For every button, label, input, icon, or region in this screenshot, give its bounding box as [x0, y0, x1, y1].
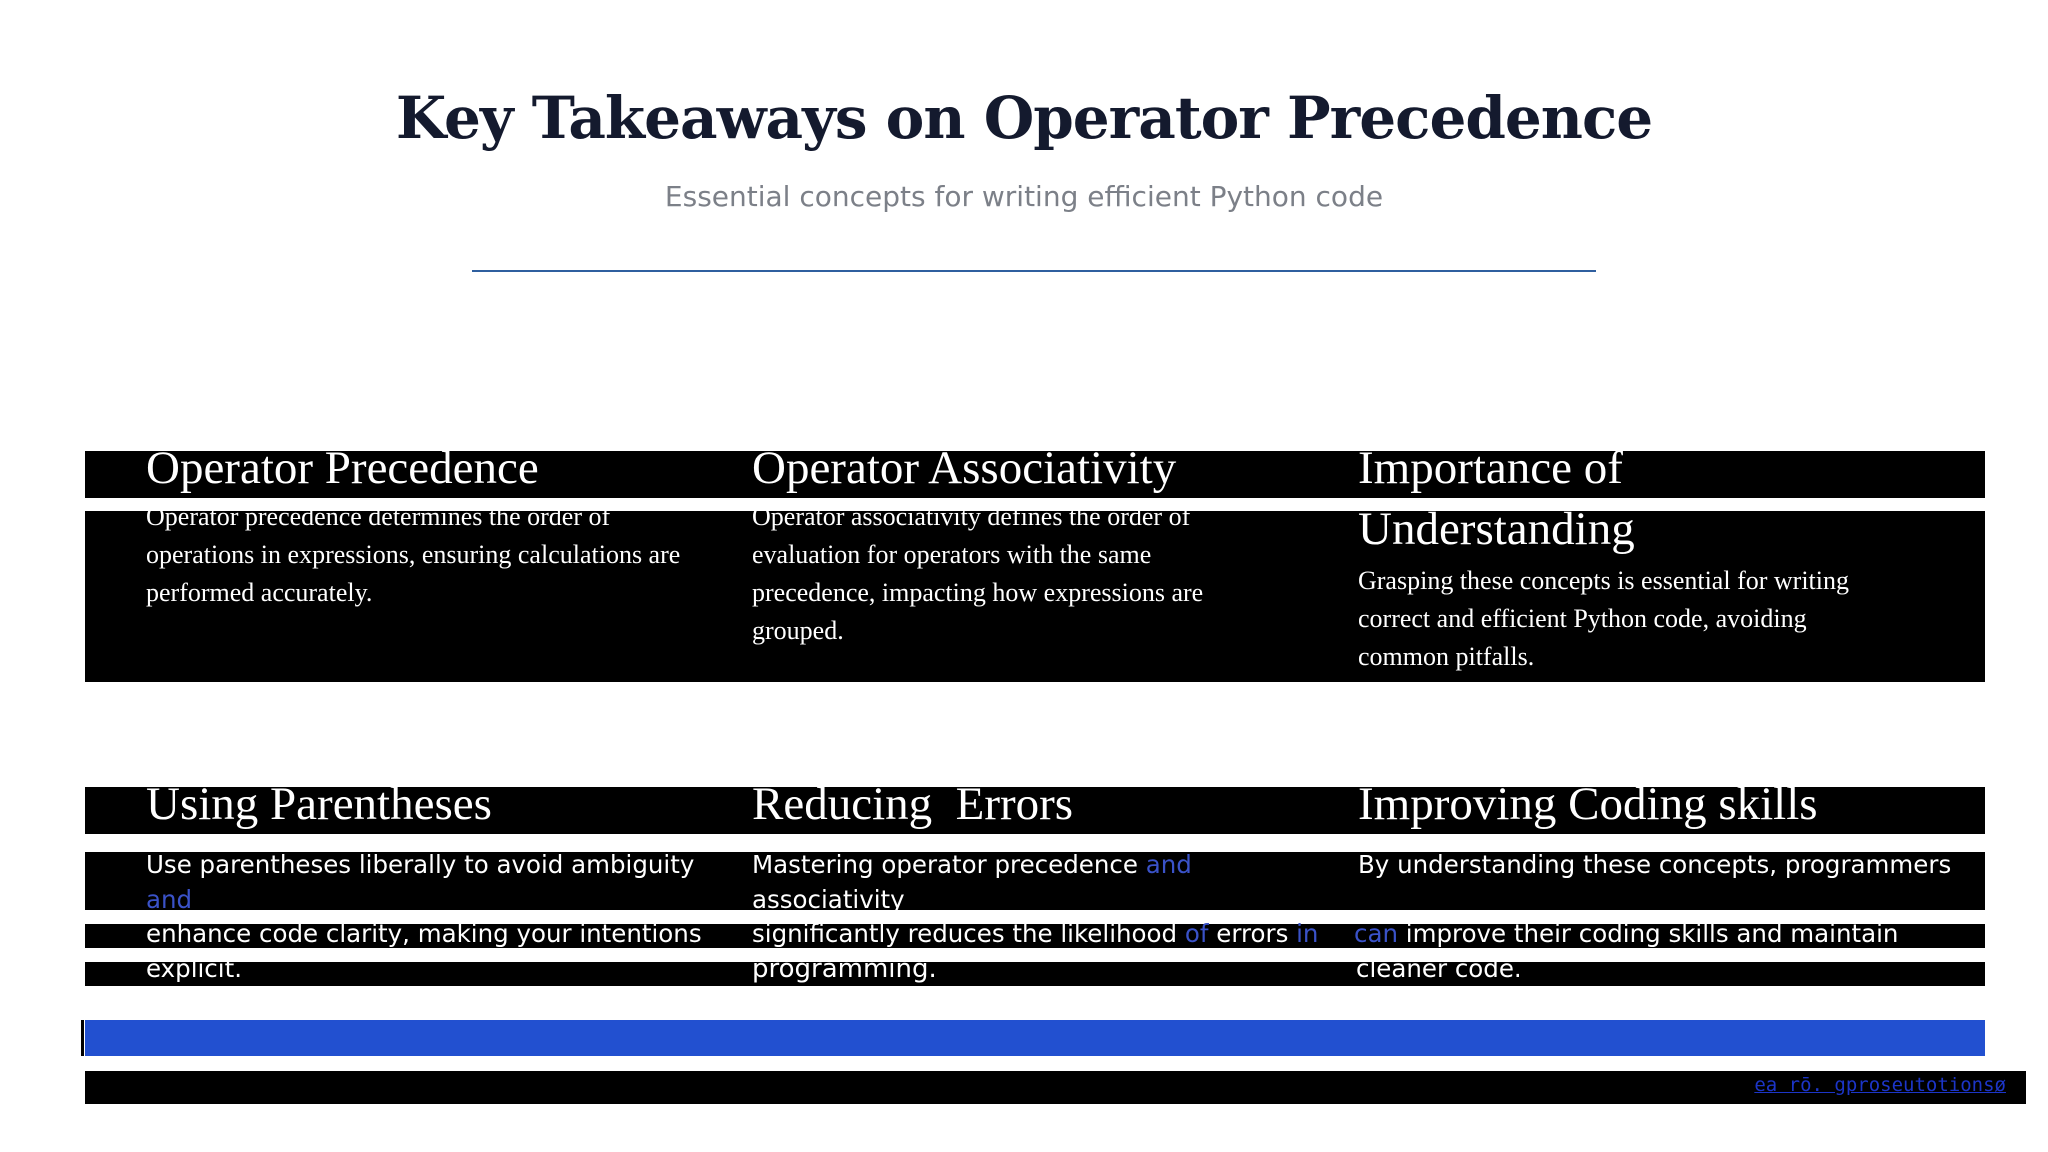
card-heading: Improving Coding skills	[1358, 778, 1818, 830]
card-operator-associativity	[752, 438, 1272, 650]
card-heading: Using Parentheses	[146, 778, 492, 830]
header-divider	[472, 270, 1596, 272]
page-subtitle: Essential concepts for writing efficient Python code	[664, 180, 1384, 213]
footer-band	[85, 1071, 2026, 1104]
card-heading: Operator Precedence	[146, 442, 539, 494]
card-line: Use parentheses liberally to avoid ambiguity	[146, 850, 695, 879]
card-heading: Reducing Errors	[752, 778, 1074, 830]
card-improving-coding-skills	[1358, 774, 1958, 835]
card-line: cleaner code.	[1356, 954, 1522, 983]
text-cursor	[81, 1020, 84, 1056]
page-title: Key Takeaways on Operator Precedence	[395, 84, 1653, 152]
card-text-highlight: in	[1296, 919, 1319, 948]
card-line: programming.	[752, 954, 937, 984]
card-description: Grasping these concepts is essential for writing correct and efficient Python code, avoiding common pitfalls.	[1358, 566, 1849, 671]
card-description: Operator associativity defines the order of evaluation for operators with the same precedence, impacting how expressions are grouped.	[752, 502, 1204, 645]
card-heading-line2: Understanding	[1358, 503, 1635, 555]
card-heading: Operator Associativity	[752, 442, 1177, 494]
card-text-highlight: and	[1145, 850, 1192, 879]
card-operator-precedence	[146, 438, 706, 612]
card-using-parentheses	[146, 774, 726, 835]
card-text: errors	[1208, 919, 1297, 948]
card-line: associativity	[752, 885, 905, 914]
card-text-highlight: of	[1184, 919, 1209, 948]
card-reducing-errors	[752, 774, 1312, 835]
card-text: Mastering operator precedence	[752, 850, 1146, 879]
card-text: improve their coding skills and maintain	[1398, 919, 1899, 948]
card-description: Operator precedence determines the order of operations in expressions, ensuring calculations are performed accurately.	[146, 502, 681, 607]
card-line-highlight: and	[146, 885, 193, 914]
card-line	[752, 916, 1318, 952]
card-line: By understanding these concepts, programmers	[1358, 850, 1952, 879]
card-importance-of-understanding	[1358, 438, 1898, 676]
row2-line3-band	[85, 962, 1985, 986]
card-heading-line1: Importance of	[1358, 442, 1623, 494]
card-line: enhance code clarity, making your intentions	[146, 919, 702, 948]
footer-link[interactable]: ea rō. gproseutotionsø	[1754, 1074, 2006, 1096]
card-line	[752, 847, 1192, 883]
accent-bar	[85, 1020, 1985, 1056]
card-line	[1354, 916, 1898, 952]
card-text-highlight: can	[1354, 919, 1399, 948]
card-line: explicit.	[146, 954, 242, 983]
card-text: significantly reduces the likelihood	[752, 919, 1185, 948]
